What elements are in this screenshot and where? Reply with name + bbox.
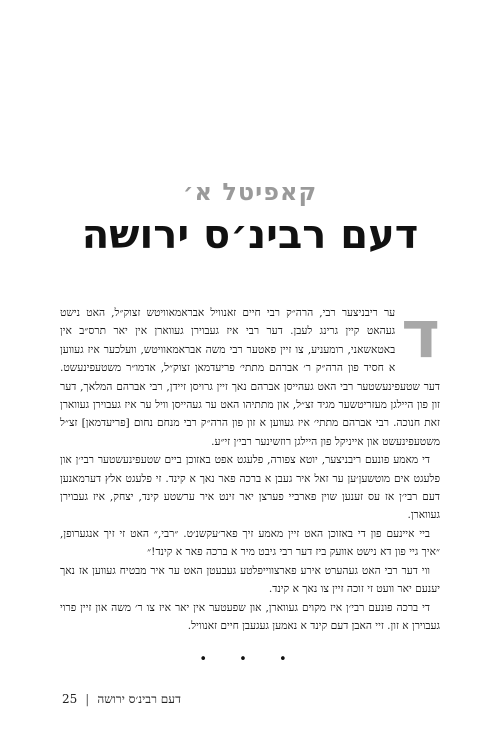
page-footer [62,690,181,708]
paragraph: די מאמע פונעם ריבניצער, יוטא צפורה, פלעגט אפט באזוכן ביים שטעפינעשטער רבי׳ן און פלעגט אים מוטשען׳ען ער זאל איר געבן א ברכה פאר נאך א קינד. זי פלעגט אלץ דערמאנען דעם רבי׳ן אז עס זענען שוין פארביי פערצן יאר זינט איר ערשטע קינד, יצחק, איז געבוירן געווארן. [60,454,440,522]
body-text [60,296,440,635]
section-separator: • • • [199,652,301,667]
paragraph [60,296,440,451]
page-number: 25 [62,692,78,706]
chapter-label: קאפיטל א׳ [182,178,318,206]
footer-divider: | [85,692,90,706]
chapter-title: דעם רבינ׳ס ירושה [81,212,419,258]
paragraph: די ברכה פונעם רבי׳ן איז מקוים געווארן, און שפעטער אין יאר איז צו ר׳ משה און זיין פרוי געבוירן א זון. זיי האבן דעם קינד א נאמען געגעבן חיים זאנוויל. [60,601,440,632]
paragraph: ווי דער רבי האט געהערט אירע פארצווייפלטע געבעטן האט ער איר מבטיח געווען אז נאך יענעם יאר וועט זי זוכה זיין צו נאך א קינד. [60,564,440,596]
drop-cap: ד [401,296,440,373]
paragraph: ביי איינעם פון די באזוכן האט זיין מאמע זיך פאר׳עקשנ׳ט. ״רבי,״ האט זי זיך אנגערופן, ״איך גיי פון דא נישט אוועק ביז דער רבי גיבט מיר א ברכה פאר א קינד!״ [60,527,440,559]
paragraph-text: ער ריבניצער רבי, הרה״ק רבי חיים זאנוויל אבראמאוויטש זצוק״ל, האט נישט געהאט קיין גרינג לעבן. דער רבי איז געבוירן געווארן אין יאר תרס״ב אין באטאשאני, רומעניע, צו זיין פאטער רבי משה אבראמאוויטש, וועלכער איז געווען א חסיד פון הרה״ק ר׳ אברהם מתתי׳ פריעדמאן זצוק״ל, אדמו״ר משטעפינעשט. דער שטעפינעשטער רבי האט געהייסן אברהם נאך זיין גרויסן זיידן, רבי אברהם המלאך, דער זון פון היילגן מעזריטשער מגיד זצ״ל, און מתתיהו האט ער געהייסן וויל ער איז געבוירן געווארן זאת חנוכה. רבי אברהם מתתי׳ איז געווען א זון פון הרה״ק רבי מנחם נחום [פריעדמאן] זצ״ל משטעפינעשט און אייניקל פון היילגן רוזשינער רבי׳ן זי״ע. [60,307,440,448]
running-title: דעם רבינ׳ס ירושה [97,691,181,706]
